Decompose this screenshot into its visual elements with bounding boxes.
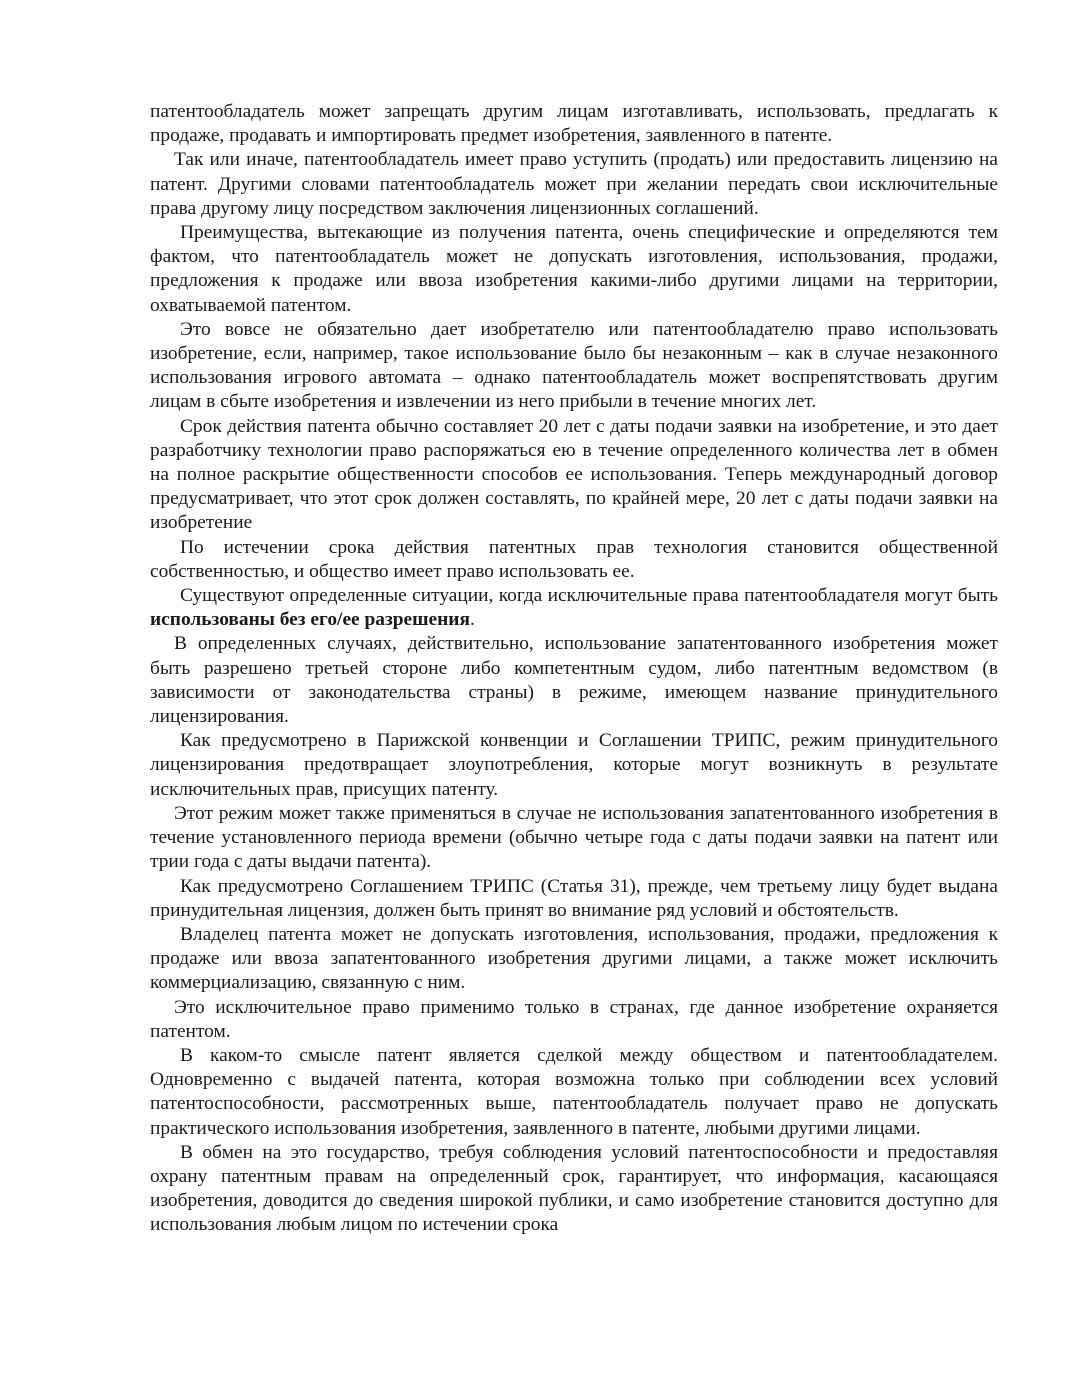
paragraph-license-transfer: Так или иначе, патентообладатель имеет право уступить (продать) или предоставить лицензию на патент. Другими словами патентообладатель может при желании передать свои исключительные права другому лицу посредством заключения лицензионных соглашений. bbox=[150, 149, 998, 219]
paragraph-patent-term: Срок действия патента обычно составляет 20 лет с даты подачи заявки на изобретение, и это дает разработчику технологии право распоряжаться ею в течение определенного количества лет в обмен на полное раскрытие общественности способов ее использования. Теперь международный договор предусматривает, что этот срок должен составлять, по крайней мере, 20 лет с даты подачи заявки на изобретение bbox=[150, 415, 998, 534]
paragraph-rights-continuation: патентообладатель может запрещать другим лицам изготавливать, использовать, предлагать к продаже, продавать и импортировать предмет изобретения, заявленного в патенте. bbox=[150, 101, 998, 147]
document-page bbox=[150, 100, 998, 1238]
paragraph-trips-article-31: Как предусмотрено Соглашением ТРИПС (Статья 31), прежде, чем третьему лицу будет выдана принудительная лицензия, должен быть принят во внимание ряд условий и обстоятельств. bbox=[150, 875, 998, 921]
paragraph-exceptions-emphasis: использованы без его/ее разрешения bbox=[150, 609, 470, 631]
paragraph-patent-bargain: В каком-то смысле патент является сделкой между обществом и патентообладателем. Одновременно с выдачей патента, которая возможна только при соблюдении всех условий патентоспособности, рассмотренных выше, патентообладатель получает право не допускать практического использования изобретения, заявленного в патенте, любыми другими лицами. bbox=[150, 1044, 998, 1139]
paragraph-owner-rights: Владелец патента может не допускать изготовления, использования, продажи, предложения к продаже или ввоза запатентованного изобретения другими лицами, а также может исключить коммерциализацию, связанную с ним. bbox=[150, 923, 998, 994]
paragraph-non-use: Этот режим может также применяться в случае не использования запатентованного изобретения в течение установленного периода времени (обычно четыре года с даты подачи заявки на патент или трии года с даты выдачи патента). bbox=[150, 802, 998, 873]
paragraph-exceptions bbox=[150, 584, 998, 632]
paragraph-exceptions-text: Существуют определенные ситуации, когда исключительные права патентообладателя могут быть bbox=[180, 585, 998, 607]
paragraph-territorial-scope: Это исключительное право применимо только в странах, где данное изобретение охраняется патентом. bbox=[150, 996, 998, 1042]
paragraph-compulsory-licensing: В определенных случаях, действительно, использование запатентованного изобретения может быть разрешено третьей стороне либо компетентным судом, либо патентным ведомством (в зависимости от законодательства страны) в режиме, имеющем название принудительного лицензирования. bbox=[150, 633, 998, 728]
paragraph-exceptions-end: . bbox=[469, 609, 475, 631]
paragraph-public-domain: По истечении срока действия патентных прав технология становится общественной собственностью, и общество имеет право использовать ее. bbox=[150, 536, 998, 582]
paragraph-paris-trips: Как предусмотрено в Парижской конвенции и Соглашении ТРИПС, режим принудительного лицензирования предотвращает злоупотребления, которые могут возникнуть в результате исключительных прав, присущих патенту. bbox=[150, 730, 998, 800]
paragraph-advantages: Преимущества, вытекающие из получения патента, очень специфические и определяются тем фактом, что патентообладатель может не допускать изготовления, использования, продажи, предложения к продаже или ввоза изобретения какими-либо другими лицами на территории, охватываемой патентом. bbox=[150, 222, 998, 316]
paragraph-state-guarantee: В обмен на это государство, требуя соблюдения условий патентоспособности и предоставляя охрану патентным правам на определенный срок, гарантирует, что информация, касающаяся изобретения, доводится до сведения широкой публики, и само изобретение становится доступно для использования любым лицом по истечении срока bbox=[150, 1141, 998, 1236]
paragraph-not-obligatory-use: Это вовсе не обязательно дает изобретателю или патентообладателю право использовать изобретение, если, например, такое использование было бы незаконным – как в случае незаконного использования игрового автомата – однако патентообладатель может воспрепятствовать другим лицам в сбыте изобретения и извлечении из него прибыли в течение многих лет. bbox=[150, 318, 998, 413]
